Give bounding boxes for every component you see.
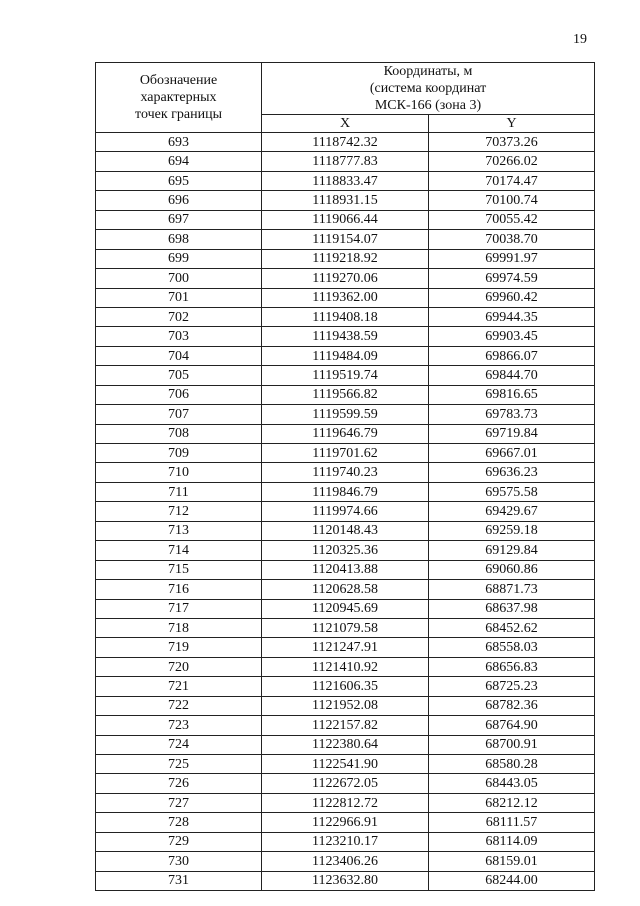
- y-cell: 68244.00: [429, 871, 595, 890]
- table-row: [96, 774, 595, 793]
- table-row: [96, 677, 595, 696]
- x-cell: 1118833.47: [262, 171, 429, 190]
- table-row: [96, 832, 595, 851]
- y-cell: 70373.26: [429, 133, 595, 152]
- y-cell: 69844.70: [429, 366, 595, 385]
- table-row: [96, 269, 595, 288]
- y-cell: 69991.97: [429, 249, 595, 268]
- x-cell: 1119408.18: [262, 307, 429, 326]
- point-id-cell: 729: [96, 832, 262, 851]
- x-cell: 1119974.66: [262, 502, 429, 521]
- table-row: [96, 463, 595, 482]
- x-cell: 1123406.26: [262, 852, 429, 871]
- y-cell: 68443.05: [429, 774, 595, 793]
- y-cell: 68637.98: [429, 599, 595, 618]
- x-cell: 1120413.88: [262, 560, 429, 579]
- table-row: [96, 580, 595, 599]
- table-row: [96, 133, 595, 152]
- point-id-cell: 703: [96, 327, 262, 346]
- y-cell: 69259.18: [429, 521, 595, 540]
- table-row: [96, 210, 595, 229]
- point-id-cell: 719: [96, 638, 262, 657]
- x-cell: 1122672.05: [262, 774, 429, 793]
- table-row: [96, 793, 595, 812]
- y-cell: 69060.86: [429, 560, 595, 579]
- point-id-cell: 723: [96, 716, 262, 735]
- x-cell: 1119362.00: [262, 288, 429, 307]
- y-cell: 70100.74: [429, 191, 595, 210]
- point-id-cell: 694: [96, 152, 262, 171]
- table-row: [96, 482, 595, 501]
- x-cell: 1120148.43: [262, 521, 429, 540]
- x-cell: 1119519.74: [262, 366, 429, 385]
- point-id-cell: 725: [96, 755, 262, 774]
- header-coords-line: МСК-166 (зона 3): [374, 98, 482, 113]
- table-row: [96, 755, 595, 774]
- point-id-cell: 705: [96, 366, 262, 385]
- x-cell: 1118742.32: [262, 133, 429, 152]
- y-cell: 68871.73: [429, 580, 595, 599]
- point-id-cell: 698: [96, 230, 262, 249]
- point-id-cell: 713: [96, 521, 262, 540]
- table-row: [96, 385, 595, 404]
- x-cell: 1122812.72: [262, 793, 429, 812]
- point-id-cell: 709: [96, 444, 262, 463]
- y-cell: 68656.83: [429, 657, 595, 676]
- point-id-cell: 717: [96, 599, 262, 618]
- point-id-cell: 693: [96, 133, 262, 152]
- x-cell: 1121952.08: [262, 696, 429, 715]
- point-id-cell: 715: [96, 560, 262, 579]
- table-row: [96, 307, 595, 326]
- table-row: [96, 191, 595, 210]
- x-cell: 1119646.79: [262, 424, 429, 443]
- table-row: [96, 444, 595, 463]
- y-cell: 69903.45: [429, 327, 595, 346]
- point-id-cell: 722: [96, 696, 262, 715]
- y-cell: 69429.67: [429, 502, 595, 521]
- point-id-cell: 700: [96, 269, 262, 288]
- table-row: [96, 230, 595, 249]
- x-cell: 1119740.23: [262, 463, 429, 482]
- table-row: [96, 249, 595, 268]
- point-id-cell: 706: [96, 385, 262, 404]
- y-cell: 68580.28: [429, 755, 595, 774]
- point-id-cell: 712: [96, 502, 262, 521]
- page-number: 19: [573, 32, 587, 47]
- point-id-cell: 720: [96, 657, 262, 676]
- header-label-line: Обозначение: [139, 73, 218, 88]
- y-cell: 68159.01: [429, 852, 595, 871]
- x-cell: 1118777.83: [262, 152, 429, 171]
- x-cell: 1123210.17: [262, 832, 429, 851]
- x-cell: 1121410.92: [262, 657, 429, 676]
- point-id-cell: 708: [96, 424, 262, 443]
- header-point-label: [96, 63, 262, 133]
- table-row: [96, 171, 595, 190]
- y-cell: 68558.03: [429, 638, 595, 657]
- x-cell: 1122157.82: [262, 716, 429, 735]
- y-cell: 68782.36: [429, 696, 595, 715]
- x-cell: 1119701.62: [262, 444, 429, 463]
- header-coords-line: (система координат: [369, 81, 487, 96]
- point-id-cell: 727: [96, 793, 262, 812]
- x-cell: 1119846.79: [262, 482, 429, 501]
- table-row: [96, 405, 595, 424]
- table-row: [96, 871, 595, 890]
- coordinates-table: [95, 62, 595, 891]
- x-cell: 1121606.35: [262, 677, 429, 696]
- y-cell: 68452.62: [429, 618, 595, 637]
- x-cell: 1119066.44: [262, 210, 429, 229]
- y-cell: 69667.01: [429, 444, 595, 463]
- point-id-cell: 726: [96, 774, 262, 793]
- x-cell: 1120325.36: [262, 541, 429, 560]
- x-cell: 1119270.06: [262, 269, 429, 288]
- y-cell: 70055.42: [429, 210, 595, 229]
- y-cell: 68764.90: [429, 716, 595, 735]
- x-cell: 1122380.64: [262, 735, 429, 754]
- y-cell: 69575.58: [429, 482, 595, 501]
- point-id-cell: 696: [96, 191, 262, 210]
- point-id-cell: 704: [96, 346, 262, 365]
- y-cell: 69974.59: [429, 269, 595, 288]
- header-label-line: точек границы: [135, 107, 222, 122]
- header-coordinates: [262, 63, 595, 115]
- table-row: [96, 346, 595, 365]
- table-row: [96, 560, 595, 579]
- table-row: [96, 735, 595, 754]
- table-header: [96, 63, 595, 133]
- y-cell: 69129.84: [429, 541, 595, 560]
- y-cell: 68700.91: [429, 735, 595, 754]
- header-x: X: [262, 115, 429, 133]
- point-id-cell: 710: [96, 463, 262, 482]
- y-cell: 69719.84: [429, 424, 595, 443]
- header-coords-line: Координаты, м: [383, 64, 473, 79]
- y-cell: 69816.65: [429, 385, 595, 404]
- point-id-cell: 714: [96, 541, 262, 560]
- table-row: [96, 638, 595, 657]
- y-cell: 69944.35: [429, 307, 595, 326]
- y-cell: 70266.02: [429, 152, 595, 171]
- point-id-cell: 701: [96, 288, 262, 307]
- x-cell: 1120945.69: [262, 599, 429, 618]
- point-id-cell: 721: [96, 677, 262, 696]
- y-cell: 69636.23: [429, 463, 595, 482]
- y-cell: 68725.23: [429, 677, 595, 696]
- table-row: [96, 599, 595, 618]
- x-cell: 1119218.92: [262, 249, 429, 268]
- x-cell: 1119484.09: [262, 346, 429, 365]
- x-cell: 1122966.91: [262, 813, 429, 832]
- y-cell: 70038.70: [429, 230, 595, 249]
- table-row: [96, 541, 595, 560]
- table-row: [96, 424, 595, 443]
- x-cell: 1119599.59: [262, 405, 429, 424]
- table-row: [96, 288, 595, 307]
- table-row: [96, 852, 595, 871]
- table-row: [96, 657, 595, 676]
- point-id-cell: 695: [96, 171, 262, 190]
- point-id-cell: 697: [96, 210, 262, 229]
- table-row: [96, 152, 595, 171]
- table-row: [96, 618, 595, 637]
- point-id-cell: 718: [96, 618, 262, 637]
- y-cell: 68111.57: [429, 813, 595, 832]
- y-cell: 69960.42: [429, 288, 595, 307]
- x-cell: 1118931.15: [262, 191, 429, 210]
- point-id-cell: 731: [96, 871, 262, 890]
- y-cell: 68114.09: [429, 832, 595, 851]
- y-cell: 69866.07: [429, 346, 595, 365]
- table-row: [96, 366, 595, 385]
- x-cell: 1119154.07: [262, 230, 429, 249]
- table-row: [96, 696, 595, 715]
- table-row: [96, 813, 595, 832]
- table-row: [96, 327, 595, 346]
- y-cell: 68212.12: [429, 793, 595, 812]
- point-id-cell: 711: [96, 482, 262, 501]
- point-id-cell: 707: [96, 405, 262, 424]
- table-body: [96, 133, 595, 891]
- x-cell: 1122541.90: [262, 755, 429, 774]
- x-cell: 1121247.91: [262, 638, 429, 657]
- table-row: [96, 716, 595, 735]
- point-id-cell: 728: [96, 813, 262, 832]
- point-id-cell: 702: [96, 307, 262, 326]
- point-id-cell: 699: [96, 249, 262, 268]
- y-cell: 70174.47: [429, 171, 595, 190]
- point-id-cell: 724: [96, 735, 262, 754]
- header-y: Y: [429, 115, 595, 133]
- table-row: [96, 502, 595, 521]
- header-label-line: характерных: [140, 90, 217, 105]
- y-cell: 69783.73: [429, 405, 595, 424]
- x-cell: 1121079.58: [262, 618, 429, 637]
- x-cell: 1119566.82: [262, 385, 429, 404]
- table-row: [96, 521, 595, 540]
- x-cell: 1120628.58: [262, 580, 429, 599]
- point-id-cell: 730: [96, 852, 262, 871]
- x-cell: 1123632.80: [262, 871, 429, 890]
- point-id-cell: 716: [96, 580, 262, 599]
- x-cell: 1119438.59: [262, 327, 429, 346]
